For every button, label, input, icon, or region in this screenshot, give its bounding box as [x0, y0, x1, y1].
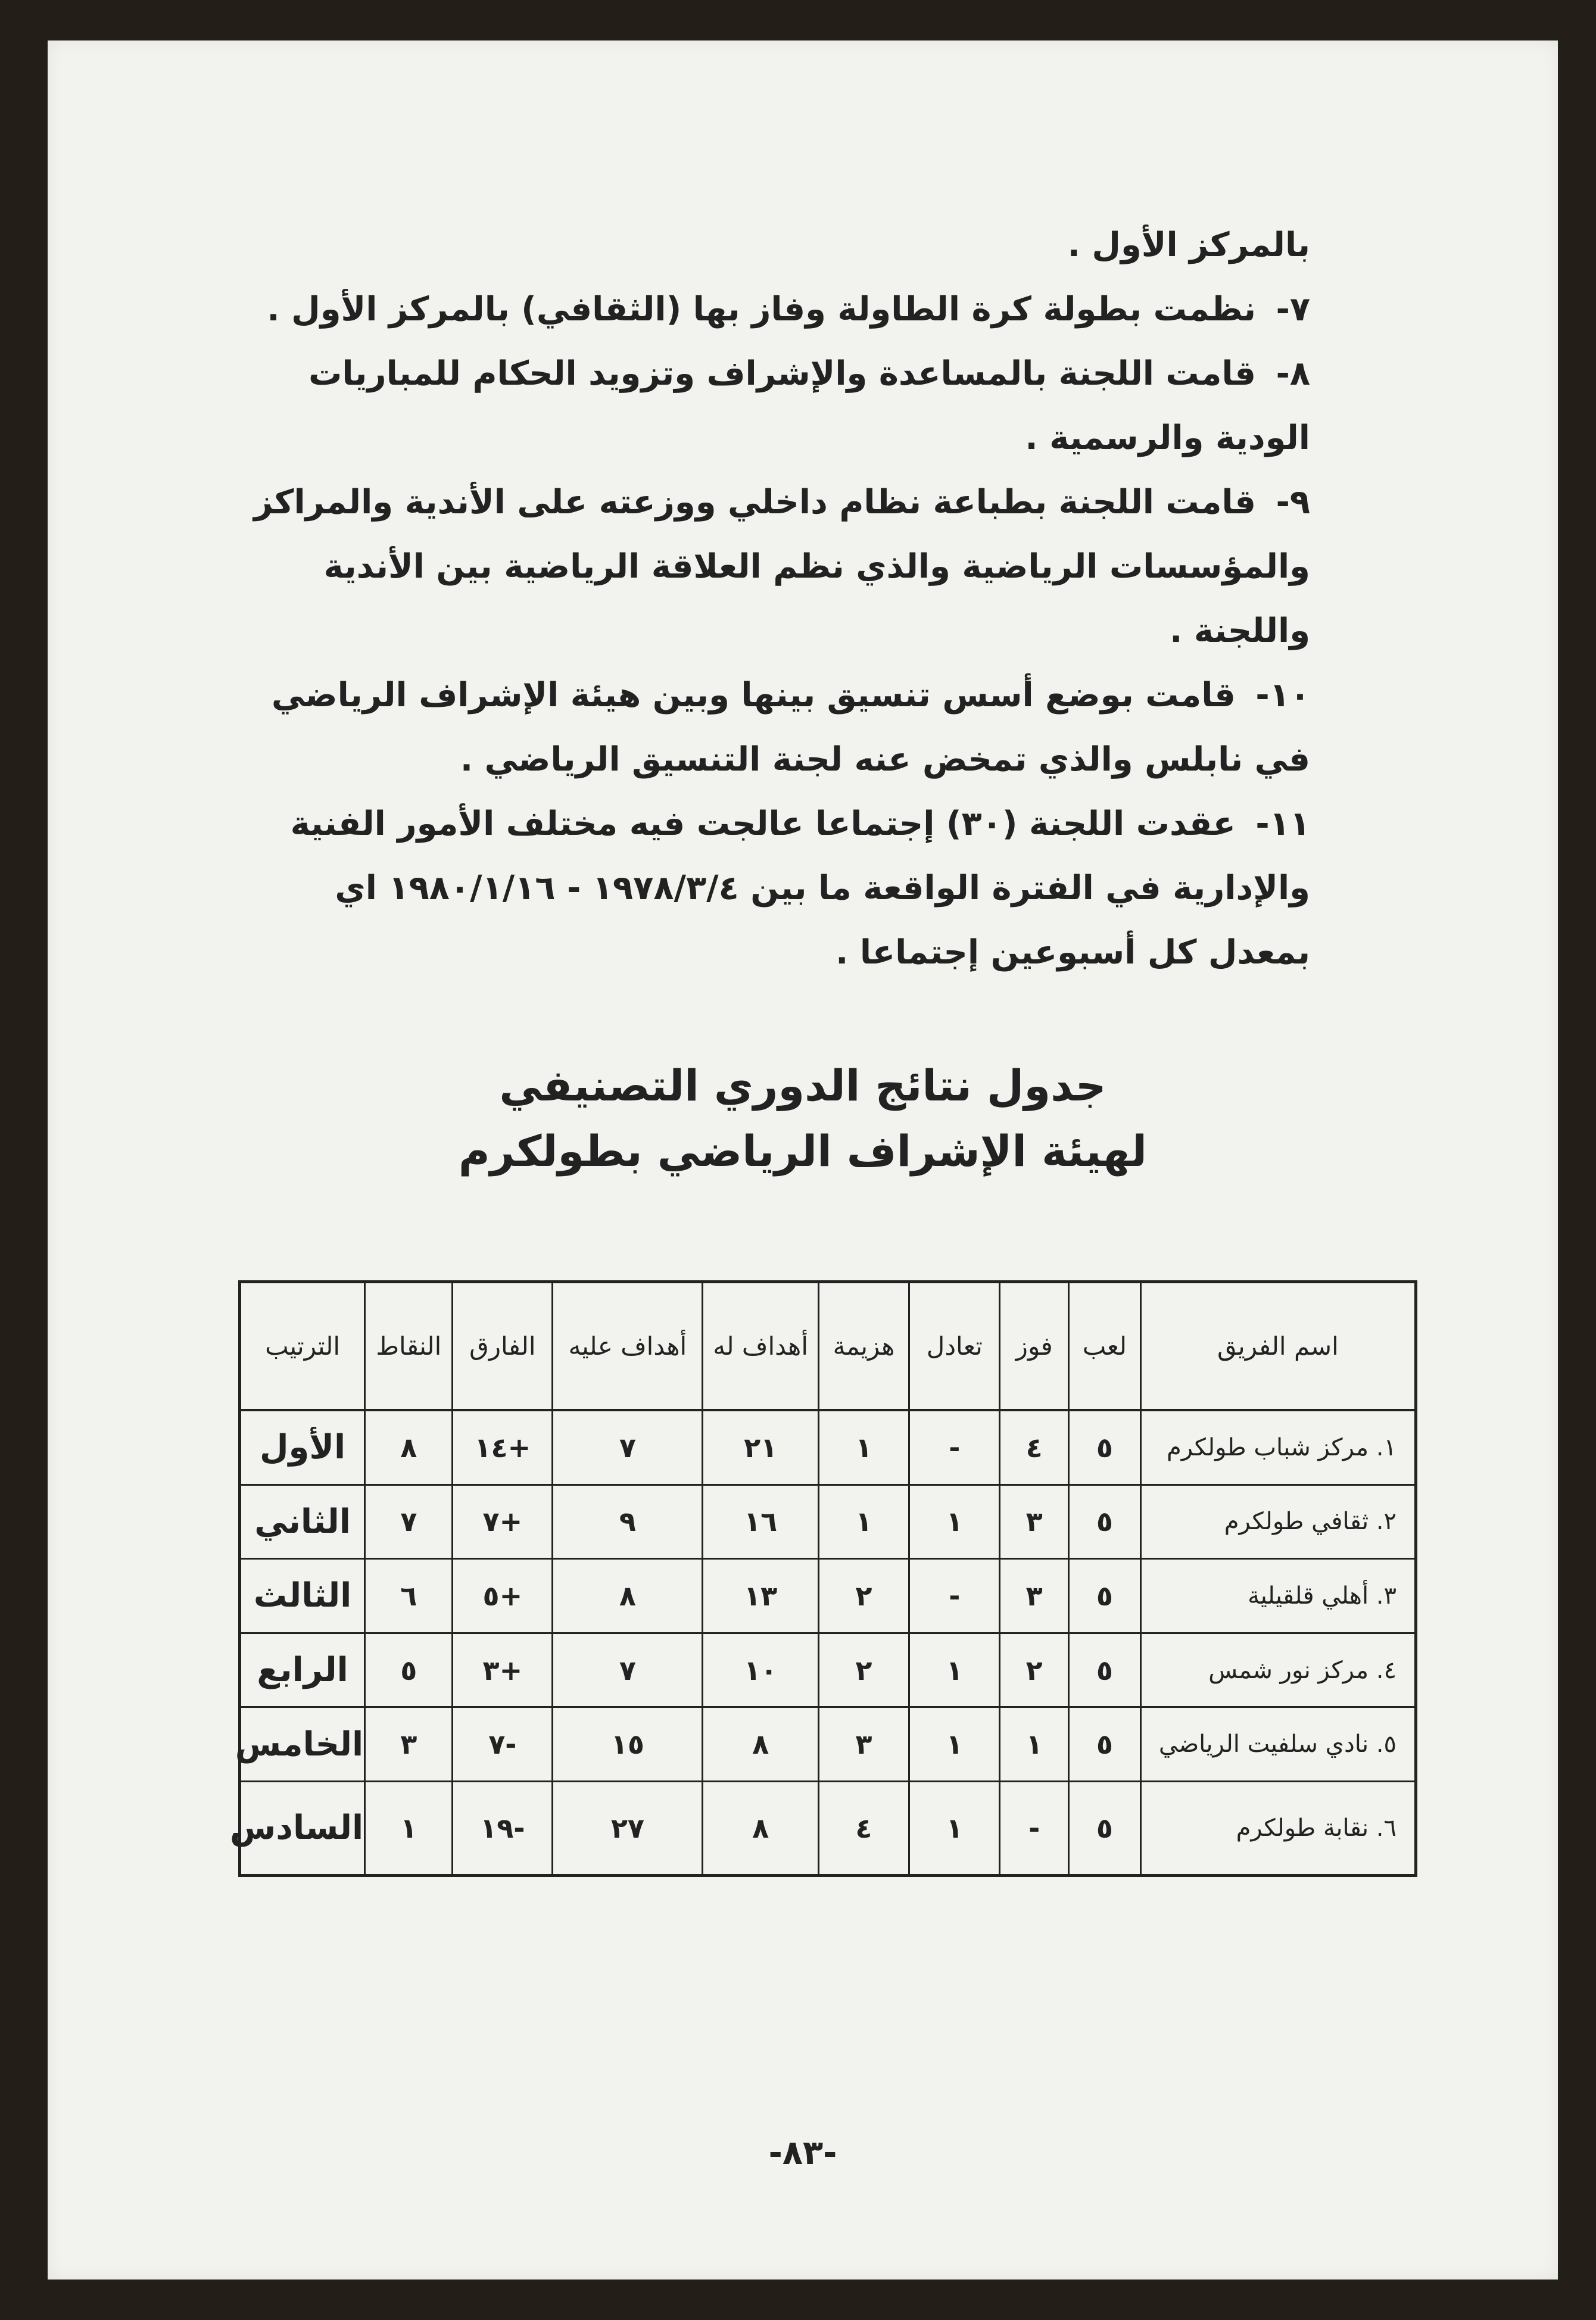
cell-losses: ١ — [818, 1485, 909, 1559]
paragraph-10 — [226, 663, 1310, 792]
paragraph-11 — [226, 792, 1310, 985]
cell-goals-against: ١٥ — [553, 1707, 703, 1782]
document-page — [48, 40, 1558, 2280]
cell-played: ٥ — [1068, 1410, 1140, 1485]
paragraph-text: بالمركز الأول . — [1067, 226, 1310, 264]
header-losses: هزيمة — [818, 1282, 909, 1411]
paragraph-8 — [226, 342, 1310, 470]
cell-points: ٣ — [365, 1707, 453, 1782]
table-title-line-2: لهيئة الإشراف الرياضي بطولكرم — [458, 1126, 1148, 1176]
paragraph-9 — [226, 470, 1310, 663]
cell-goals-for: ١٦ — [703, 1485, 818, 1559]
cell-losses: ٢ — [818, 1633, 909, 1707]
cell-goals-for: ٨ — [703, 1781, 818, 1875]
paragraph-7 — [226, 277, 1310, 342]
cell-goal-difference: +٣ — [453, 1633, 553, 1707]
cell-rank: الرابع — [240, 1633, 365, 1707]
cell-wins: ١ — [1000, 1707, 1069, 1782]
cell-team-name: ٣. أهلي قلقيلية — [1140, 1559, 1416, 1633]
cell-draws: - — [909, 1410, 1000, 1485]
table-row — [240, 1485, 1416, 1559]
cell-goal-difference: +١٤ — [453, 1410, 553, 1485]
cell-played: ٥ — [1068, 1485, 1140, 1559]
header-points: النقاط — [365, 1282, 453, 1411]
table-row — [240, 1633, 1416, 1707]
cell-goals-for: ٢١ — [703, 1410, 818, 1485]
table-title — [48, 1053, 1558, 1184]
cell-goals-for: ١٠ — [703, 1633, 818, 1707]
cell-goals-for: ٨ — [703, 1707, 818, 1782]
header-rank: الترتيب — [240, 1282, 365, 1411]
cell-draws: ١ — [909, 1485, 1000, 1559]
cell-rank: الثاني — [240, 1485, 365, 1559]
page-number: -٨٣- — [768, 2134, 837, 2172]
cell-team-name: ٦. نقابة طولكرم — [1140, 1781, 1416, 1875]
cell-rank: الأول — [240, 1410, 365, 1485]
header-goal-difference: الفارق — [453, 1282, 553, 1411]
cell-losses: ٢ — [818, 1559, 909, 1633]
paragraph-number: ٩- — [1276, 483, 1310, 522]
cell-losses: ١ — [818, 1410, 909, 1485]
cell-wins: ٣ — [1000, 1559, 1069, 1633]
table-row — [240, 1781, 1416, 1875]
header-goals-against: أهداف عليه — [553, 1282, 703, 1411]
cell-wins: ٣ — [1000, 1485, 1069, 1559]
cell-played: ٥ — [1068, 1559, 1140, 1633]
header-played: لعب — [1068, 1282, 1140, 1411]
cell-losses: ٤ — [818, 1781, 909, 1875]
cell-team-name: ٤. مركز نور شمس — [1140, 1633, 1416, 1707]
header-draws: تعادل — [909, 1282, 1000, 1411]
cell-played: ٥ — [1068, 1781, 1140, 1875]
cell-losses: ٣ — [818, 1707, 909, 1782]
table-row — [240, 1559, 1416, 1633]
table-header-row — [240, 1282, 1416, 1411]
paragraph-text: قامت اللجنة بطباعة نظام داخلي ووزعته على الأندية والمراكز والمؤسسات الرياضية والذي نظم العلاقة الرياضية بين الأندية واللجنة . — [254, 483, 1310, 650]
table-row — [240, 1707, 1416, 1782]
cell-rank: الثالث — [240, 1559, 365, 1633]
cell-goals-for: ١٣ — [703, 1559, 818, 1633]
cell-team-name: ٢. ثقافي طولكرم — [1140, 1485, 1416, 1559]
cell-goal-difference: +٧ — [453, 1485, 553, 1559]
paragraph-number: ٨- — [1276, 354, 1310, 393]
cell-points: ١ — [365, 1781, 453, 1875]
cell-team-name: ٥. نادي سلفيت الرياضي — [1140, 1707, 1416, 1782]
cell-goal-difference: -٧ — [453, 1707, 553, 1782]
paragraph-number: ١١- — [1255, 804, 1310, 843]
body-text — [226, 213, 1310, 985]
league-standings-table — [229, 1280, 1417, 1877]
cell-points: ٧ — [365, 1485, 453, 1559]
cell-wins: - — [1000, 1781, 1069, 1875]
cell-goals-against: ٢٧ — [553, 1781, 703, 1875]
header-wins: فوز — [1000, 1282, 1069, 1411]
cell-goals-against: ٨ — [553, 1559, 703, 1633]
cell-wins: ٤ — [1000, 1410, 1069, 1485]
header-team-name: اسم الفريق — [1140, 1282, 1416, 1411]
table-title-line-1: جدول نتائج الدوري التصنيفي — [499, 1061, 1106, 1111]
cell-played: ٥ — [1068, 1707, 1140, 1782]
table-row — [240, 1410, 1416, 1485]
cell-draws: ١ — [909, 1781, 1000, 1875]
paragraph-continuation — [226, 213, 1310, 277]
paragraph-text: قامت اللجنة بالمساعدة والإشراف وتزويد الحكام للمباريات الودية والرسمية . — [308, 354, 1310, 457]
cell-draws: ١ — [909, 1707, 1000, 1782]
cell-goal-difference: -١٩ — [453, 1781, 553, 1875]
header-goals-for: أهداف له — [703, 1282, 818, 1411]
cell-goals-against: ٩ — [553, 1485, 703, 1559]
cell-draws: - — [909, 1559, 1000, 1633]
cell-goal-difference: +٥ — [453, 1559, 553, 1633]
cell-goals-against: ٧ — [553, 1633, 703, 1707]
paragraph-text: نظمت بطولة كرة الطاولة وفاز بها (الثقافي) بالمركز الأول . — [267, 290, 1257, 329]
cell-goals-against: ٧ — [553, 1410, 703, 1485]
cell-wins: ٢ — [1000, 1633, 1069, 1707]
cell-rank: السادس — [229, 1808, 364, 1848]
paragraph-text: عقدت اللجنة (٣٠) إجتماعا عالجت فيه مختلف الأمور الفنية والإدارية في الفترة الواقعة ما بين ١٩٧٨/٣/٤ - ١٩٨٠/١/١٦ اي بمعدل كل أسبوعين إجتماعا . — [290, 804, 1310, 972]
cell-played: ٥ — [1068, 1633, 1140, 1707]
cell-rank: الخامس — [240, 1707, 365, 1782]
cell-points: ٦ — [365, 1559, 453, 1633]
paragraph-number: ١٠- — [1255, 676, 1310, 715]
cell-points: ٥ — [365, 1633, 453, 1707]
paragraph-number: ٧- — [1276, 290, 1310, 329]
cell-draws: ١ — [909, 1633, 1000, 1707]
cell-points: ٨ — [365, 1410, 453, 1485]
paragraph-text: قامت بوضع أسس تنسيق بينها وبين هيئة الإشراف الرياضي في نابلس والذي تمخض عنه لجنة التنسيق الرياضي . — [271, 676, 1310, 779]
cell-team-name: ١. مركز شباب طولكرم — [1140, 1410, 1416, 1485]
